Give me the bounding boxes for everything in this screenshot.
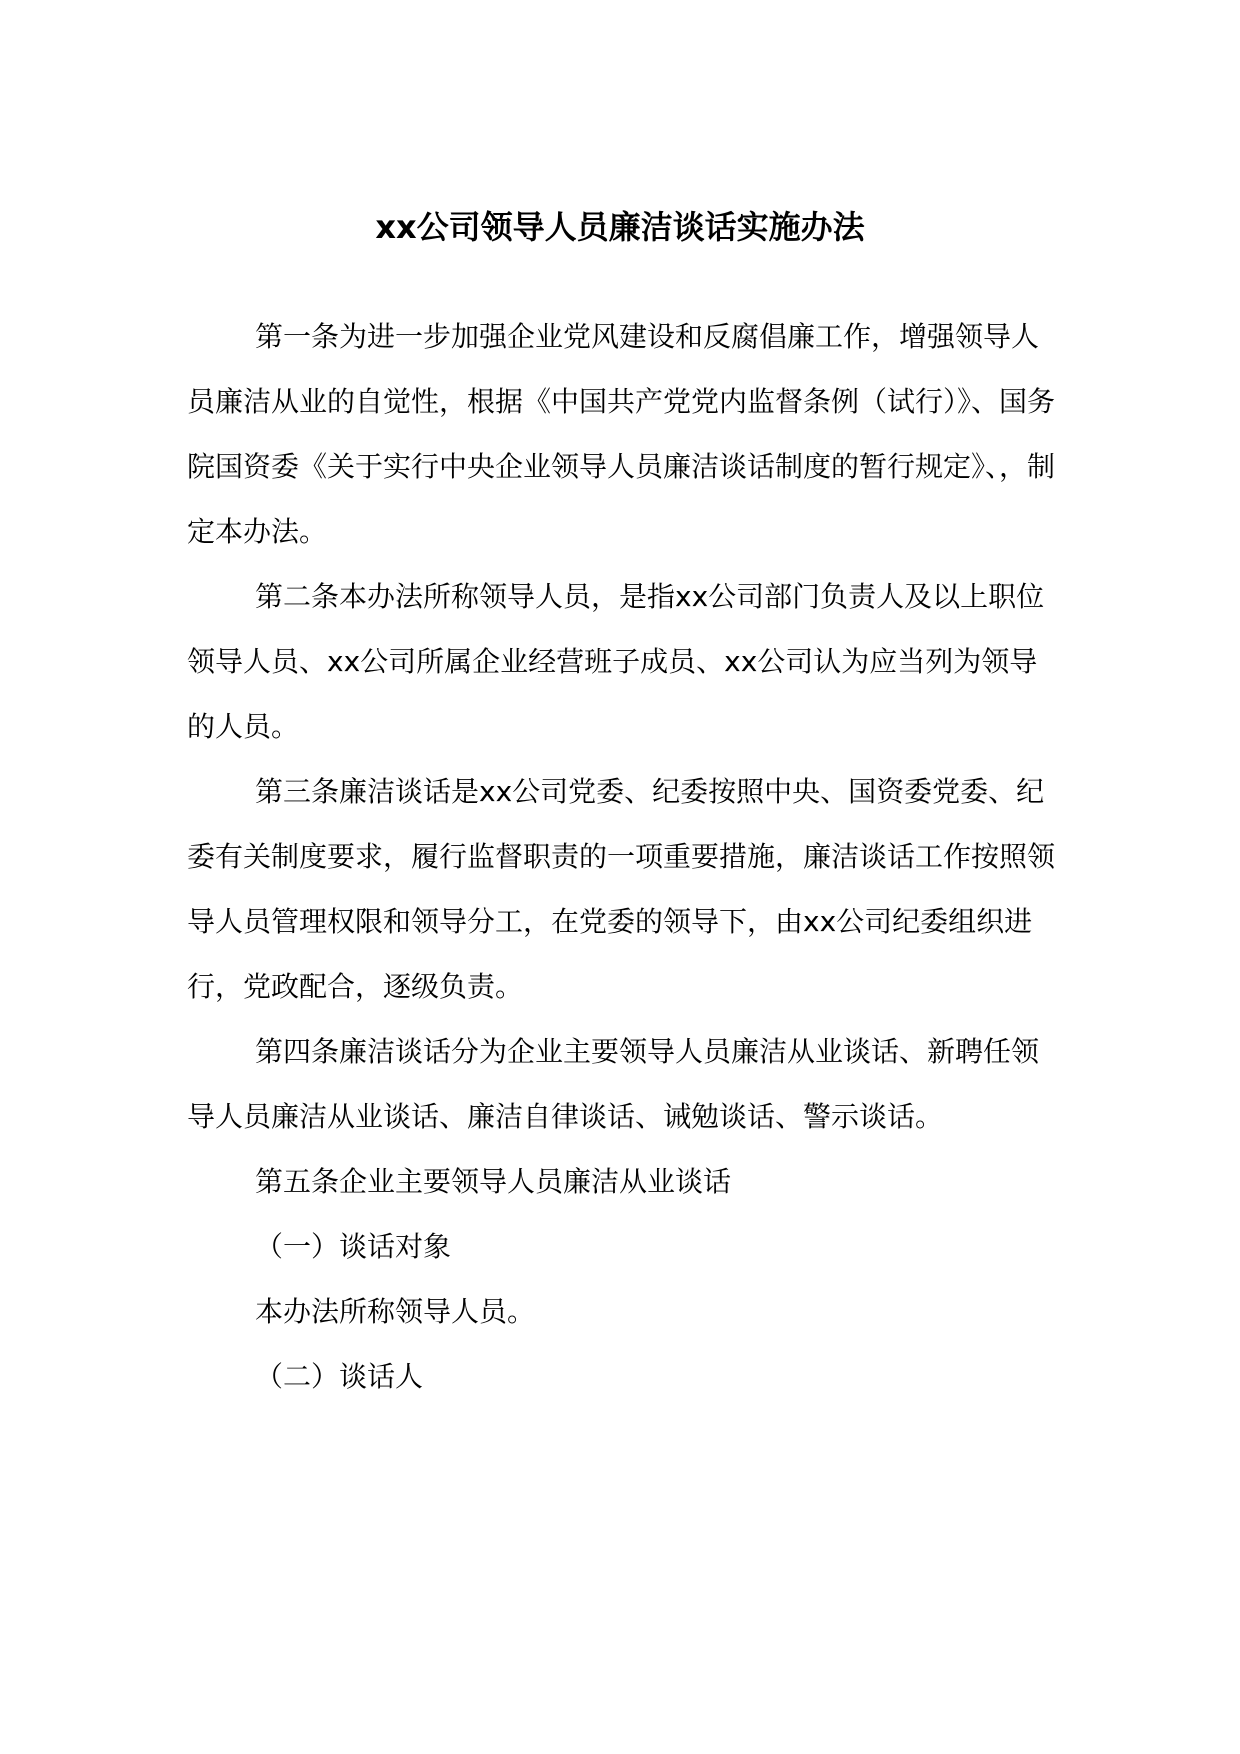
section-1-heading: （一）谈话对象 xyxy=(255,1230,452,1263)
article-4: 第四条廉洁谈话分为企业主要领导人员廉洁从业谈话、新聘任领导人员廉洁从业谈话、廉洁自律谈话、诫勉谈话、警示谈话。 xyxy=(187,1035,1040,1133)
article-3: 第三条廉洁谈话是xx公司党委、纪委按照中央、国资委党委、纪委有关制度要求，履行监督职责的一项重要措施，廉洁谈话工作按照领导人员管理权限和领导分工，在党委的领导下，由xx公司纪委组织进行，党政配合，逐级负责。 xyxy=(187,775,1056,1003)
article-1: 第一条为进一步加强企业党风建设和反腐倡廉工作，增强领导人员廉洁从业的自觉性，根据《中国共产党党内监督条例（试行）》、国务院国资委《关于实行中央企业领导人员廉洁谈话制度的暂行规定》、，制定本办法。 xyxy=(187,320,1056,548)
document-body xyxy=(187,304,1057,1409)
document-title: xx公司领导人员廉洁谈话实施办法 xyxy=(375,208,865,246)
article-2: 第二条本办法所称领导人员，是指xx公司部门负责人及以上职位领导人员、xx公司所属企业经营班子成员、xx公司认为应当列为领导的人员。 xyxy=(187,580,1045,743)
section-1-text: 本办法所称领导人员。 xyxy=(255,1295,536,1328)
section-2-heading: （二）谈话人 xyxy=(255,1360,424,1393)
article-5-heading: 第五条企业主要领导人员廉洁从业谈话 xyxy=(255,1165,732,1198)
